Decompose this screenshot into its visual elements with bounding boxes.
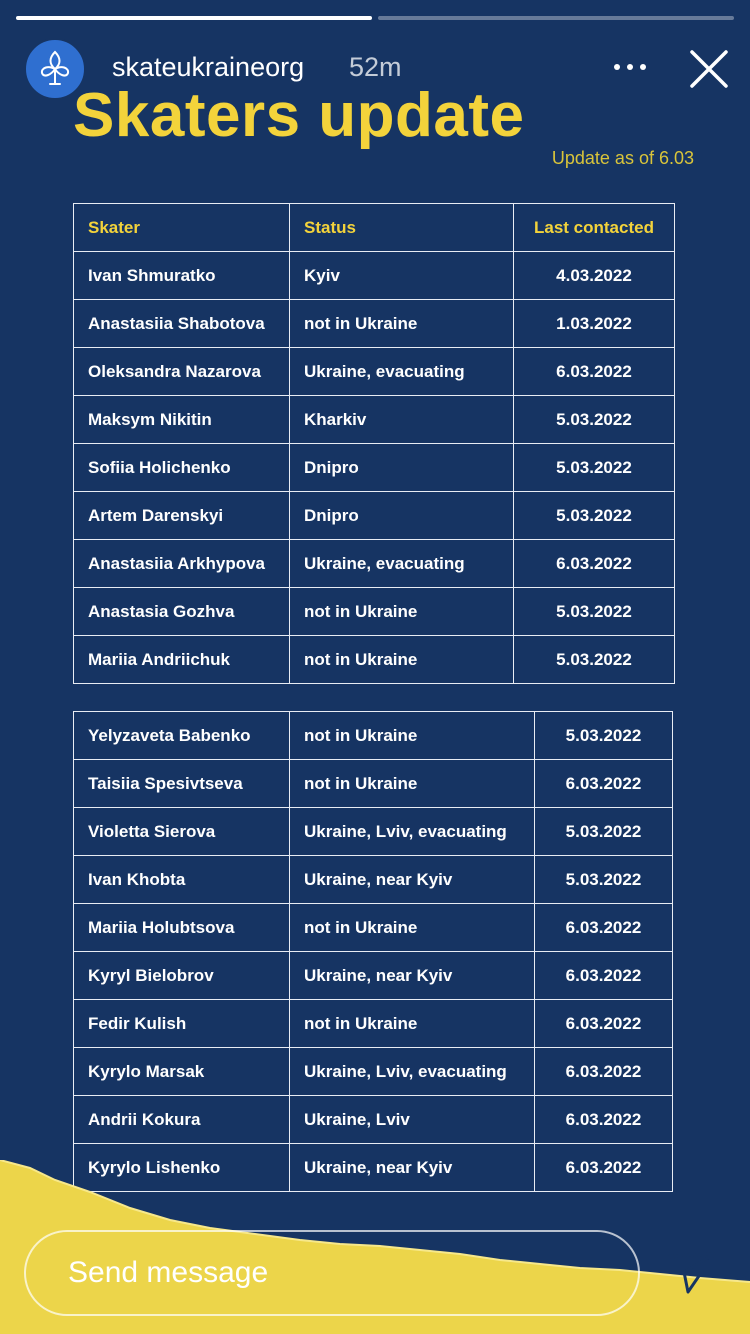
last-contacted-cell: 5.03.2022 — [514, 636, 675, 684]
status-cell: Ukraine, evacuating — [290, 540, 514, 588]
skater-name-cell: Kyrylo Marsak — [74, 1048, 290, 1096]
table-row — [74, 952, 673, 1000]
status-cell: Ukraine, evacuating — [290, 348, 514, 396]
last-contacted-cell: 5.03.2022 — [514, 492, 675, 540]
status-cell: Ukraine, Lviv, evacuating — [290, 808, 535, 856]
last-contacted-cell: 6.03.2022 — [535, 952, 673, 1000]
more-options-button[interactable] — [609, 52, 651, 82]
table-row — [74, 588, 675, 636]
skaters-table-continued — [73, 711, 673, 1192]
status-cell: not in Ukraine — [290, 588, 514, 636]
last-contacted-cell: 5.03.2022 — [514, 588, 675, 636]
table-row — [74, 636, 675, 684]
last-contacted-cell: 6.03.2022 — [535, 760, 673, 808]
table-row — [74, 348, 675, 396]
story-progress-segment-1 — [16, 16, 372, 20]
last-contacted-cell: 6.03.2022 — [514, 540, 675, 588]
status-cell: not in Ukraine — [290, 760, 535, 808]
skater-name-cell: Mariia Holubtsova — [74, 904, 290, 952]
story-title: Skaters update — [73, 81, 525, 150]
skaters-table — [73, 203, 675, 684]
close-icon[interactable] — [686, 46, 732, 92]
skater-name-cell: Mariia Andriichuk — [74, 636, 290, 684]
table-row — [74, 856, 673, 904]
last-contacted-cell: 6.03.2022 — [514, 348, 675, 396]
send-icon[interactable] — [666, 1250, 718, 1296]
table-row — [74, 1048, 673, 1096]
status-cell: Dnipro — [290, 444, 514, 492]
table-row — [74, 444, 675, 492]
update-date-note: Update as of 6.03 — [551, 148, 694, 168]
status-cell: Ukraine, near Kyiv — [290, 856, 535, 904]
status-cell: not in Ukraine — [290, 1000, 535, 1048]
table-row — [74, 1096, 673, 1144]
story-progress-fill — [16, 16, 372, 20]
last-contacted-cell: 5.03.2022 — [514, 444, 675, 492]
status-cell: Ukraine, Lviv — [290, 1096, 535, 1144]
last-contacted-cell: 5.03.2022 — [535, 856, 673, 904]
send-message-placeholder: Send message — [68, 1256, 269, 1289]
skater-name-cell: Andrii Kokura — [74, 1096, 290, 1144]
skater-name-cell: Yelyzaveta Babenko — [74, 712, 290, 760]
table-row — [74, 492, 675, 540]
status-cell: Ukraine, near Kyiv — [290, 952, 535, 1000]
table-row — [74, 1000, 673, 1048]
last-contacted-cell: 5.03.2022 — [535, 808, 673, 856]
skater-name-cell: Ivan Shmuratko — [74, 252, 290, 300]
more-dot-icon — [640, 64, 646, 70]
table-header-row — [74, 204, 675, 252]
skater-name-cell: Sofiia Holichenko — [74, 444, 290, 492]
last-contacted-cell: 6.03.2022 — [535, 1096, 673, 1144]
last-contacted-cell: 6.03.2022 — [535, 1048, 673, 1096]
status-cell: Ukraine, near Kyiv — [290, 1144, 535, 1192]
skater-name-cell: Ivan Khobta — [74, 856, 290, 904]
table-row — [74, 300, 675, 348]
status-cell: not in Ukraine — [290, 904, 535, 952]
last-contacted-cell: 1.03.2022 — [514, 300, 675, 348]
table-row — [74, 540, 675, 588]
skater-name-cell: Taisiia Spesivtseva — [74, 760, 290, 808]
skater-name-cell: Artem Darenskyi — [74, 492, 290, 540]
skater-name-cell: Anastasia Gozhva — [74, 588, 290, 636]
more-dot-icon — [627, 64, 633, 70]
skater-name-cell: Fedir Kulish — [74, 1000, 290, 1048]
skater-name-cell: Kyrylo Lishenko — [74, 1144, 290, 1192]
table-row — [74, 808, 673, 856]
status-cell: not in Ukraine — [290, 300, 514, 348]
skater-name-cell: Anastasiia Shabotova — [74, 300, 290, 348]
table-row — [74, 760, 673, 808]
header-last-contacted: Last contacted — [514, 204, 675, 252]
status-cell: Ukraine, Lviv, evacuating — [290, 1048, 535, 1096]
status-cell: Kharkiv — [290, 396, 514, 444]
status-cell: Kyiv — [290, 252, 514, 300]
more-dot-icon — [614, 64, 620, 70]
table-row — [74, 712, 673, 760]
last-contacted-cell: 4.03.2022 — [514, 252, 675, 300]
story-timestamp: 52m — [349, 52, 402, 82]
status-cell: not in Ukraine — [290, 636, 514, 684]
table-row — [74, 904, 673, 952]
last-contacted-cell: 6.03.2022 — [535, 1144, 673, 1192]
last-contacted-cell: 5.03.2022 — [514, 396, 675, 444]
last-contacted-cell: 6.03.2022 — [535, 904, 673, 952]
table-row — [74, 396, 675, 444]
account-username[interactable]: skateukraineorg — [112, 52, 305, 82]
story-progress-segment-2 — [378, 16, 734, 20]
table-row — [74, 252, 675, 300]
skater-name-cell: Anastasiia Arkhypova — [74, 540, 290, 588]
last-contacted-cell: 6.03.2022 — [535, 1000, 673, 1048]
skater-name-cell: Oleksandra Nazarova — [74, 348, 290, 396]
skater-name-cell: Maksym Nikitin — [74, 396, 290, 444]
skater-name-cell: Violetta Sierova — [74, 808, 290, 856]
send-message-input[interactable] — [24, 1230, 640, 1316]
last-contacted-cell: 5.03.2022 — [535, 712, 673, 760]
skater-name-cell: Kyryl Bielobrov — [74, 952, 290, 1000]
header-status: Status — [290, 204, 514, 252]
header-skater: Skater — [74, 204, 290, 252]
status-cell: not in Ukraine — [290, 712, 535, 760]
status-cell: Dnipro — [290, 492, 514, 540]
